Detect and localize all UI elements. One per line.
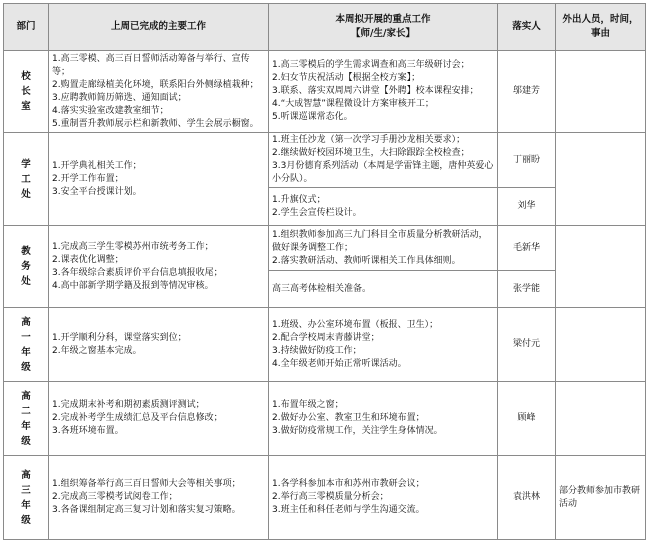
list-item: 1.组织筹备举行高三百日誓师大会等相关事项； — [52, 479, 241, 489]
owner-name: 顾峰 — [517, 413, 536, 423]
dept-char: 工 — [21, 173, 31, 185]
list-item: 2.落实教研活动、教师听课相关工作具体细则。 — [272, 255, 461, 266]
header-plan-line2: 【师/生/家长】 — [351, 28, 415, 39]
dept-char: 长 — [21, 86, 31, 97]
owner-name: 梁付元 — [512, 339, 540, 349]
dept-cell — [4, 226, 49, 308]
dept-char: 二 — [21, 405, 31, 417]
header-outside-line1: 外出人员，时间， — [562, 14, 639, 25]
dept-char: 处 — [21, 276, 31, 287]
list-item: 1.开学顺利分科，课堂落实到位； — [52, 332, 187, 343]
owner-cell — [498, 382, 556, 456]
list-item: 2.配合学校周末青藤讲堂； — [272, 332, 380, 343]
owner-cell — [498, 271, 556, 308]
owner-name: 邬建芳 — [512, 86, 540, 96]
plan-cell — [269, 226, 498, 271]
dept-char: 级 — [21, 514, 31, 526]
dept-char: 务 — [21, 261, 31, 272]
owner-cell — [498, 51, 556, 133]
owner-cell — [498, 226, 556, 271]
dept-cell — [4, 456, 49, 540]
owner-name: 刘华 — [517, 201, 536, 211]
header-outside — [556, 4, 646, 51]
outside-cell — [556, 226, 646, 308]
owner-name: 张学能 — [512, 283, 540, 294]
header-row — [4, 4, 646, 51]
list-item: 3.做好防疫常规工作，关注学生身体情况。 — [272, 426, 443, 436]
header-done — [49, 4, 269, 51]
list-item: 2.继续做好校园环境卫生，大扫除跟踪全校检查； — [272, 148, 470, 158]
plan-cell — [269, 308, 498, 382]
done-cell — [49, 133, 269, 226]
table-row-grade-2 — [4, 382, 646, 456]
plan-cell — [269, 382, 498, 456]
dept-char: 高 — [21, 390, 31, 402]
dept-char: 教 — [21, 246, 31, 257]
done-cell — [49, 51, 269, 133]
dept-cell — [4, 51, 49, 133]
header-dept — [4, 4, 49, 51]
list-item: 2.做好办公室、教室卫生和环境布置； — [272, 413, 425, 423]
outside-cell — [556, 456, 646, 540]
table-row-grade-3 — [4, 456, 646, 540]
list-item: 4.高中部新学期学籍及报到等情况审核。 — [52, 280, 214, 291]
owner-cell — [498, 456, 556, 540]
list-item: 1.各学科参加本市和苏州市教研会议； — [272, 479, 425, 489]
list-item: 3.3月份德育系列活动（本周是学雷锋主题，唐仲英爱心小分队）。 — [272, 161, 494, 184]
header-owner — [498, 4, 556, 51]
list-item: 1.班主任沙龙（第一次学习手册沙龙相关要求）； — [272, 135, 466, 145]
list-item: 5.听课巡课常态化。 — [272, 112, 353, 122]
list-item: 4.“大成智慧”课程微设计方案审核开工； — [272, 99, 434, 109]
dept-char: 级 — [21, 435, 31, 447]
dept-char: 高 — [21, 469, 31, 481]
header-dept-label: 部门 — [16, 21, 36, 32]
list-item: 3.应聘教师简历筛选、通知面试； — [52, 92, 187, 103]
header-done-label: 上周已完成的主要工作 — [110, 21, 206, 32]
list-item: 1.完成高三学生零模苏州市统考务工作； — [52, 241, 214, 252]
header-outside-line2: 事由 — [590, 28, 610, 39]
plan-cell — [269, 188, 498, 226]
list-item: 2.课表优化调整； — [52, 254, 124, 265]
owner-name: 毛新华 — [512, 242, 540, 253]
weekly-work-table — [3, 3, 646, 540]
list-item: 1.高三零模后的学生需求调查和高三年级研讨会； — [272, 60, 470, 70]
owner-name: 丁丽盼 — [512, 154, 540, 165]
owner-cell — [498, 308, 556, 382]
outside-cell — [556, 382, 646, 456]
list-item: 3.各备课组制定高三复习计划和落实复习策略。 — [52, 505, 241, 515]
dept-char: 处 — [21, 188, 31, 200]
dept-char: 年 — [21, 346, 31, 358]
list-item: 3.安全平台授课计划。 — [52, 186, 142, 197]
list-item: 3.持续做好防疫工作； — [272, 345, 362, 356]
table-row-grade-1 — [4, 308, 646, 382]
dept-char: 年 — [21, 420, 31, 432]
list-item: 2.购置走廊绿植美化环境，联系阳台外侧绿植栽种； — [52, 79, 259, 90]
outside-cell — [556, 133, 646, 226]
plan-cell — [269, 456, 498, 540]
done-cell — [49, 226, 269, 308]
table-row-academic-affairs — [4, 226, 646, 271]
list-item: 2.完成补考学生成绩汇总及平台信息修改； — [52, 413, 223, 423]
list-item: 4.落实实验室改建教室细节； — [52, 105, 169, 116]
plan-cell — [269, 133, 498, 188]
done-cell — [49, 456, 269, 540]
list-item: 2.学生会宣传栏设计。 — [272, 207, 362, 218]
dept-char: 学 — [21, 158, 31, 170]
table-row-principal — [4, 51, 646, 133]
list-item: 1.升旗仪式； — [272, 194, 326, 205]
list-item: 3.各年级综合素质评价平台信息填报收尾； — [52, 267, 223, 278]
list-item: 1.布置年级之窗； — [272, 400, 344, 410]
list-item: 3.各班环境布置。 — [52, 426, 124, 436]
plan-cell — [269, 271, 498, 308]
list-item: 2.举行高三零模质量分析会； — [272, 492, 389, 502]
dept-char: 室 — [21, 101, 31, 112]
list-item: 1.班级、办公室环境布置（板报、卫生）； — [272, 319, 439, 330]
dept-cell — [4, 308, 49, 382]
dept-char: 级 — [21, 361, 31, 373]
dept-cell — [4, 133, 49, 226]
dept-char: 高 — [21, 316, 31, 328]
table-row-student-affairs — [4, 133, 646, 188]
header-plan — [269, 4, 498, 51]
list-item: 1.组织教师参加高三九门科目全市质量分析教研活动，做好课务调整工作； — [272, 229, 488, 253]
list-item: 高三高考体检相关准备。 — [272, 283, 372, 294]
dept-char: 三 — [21, 484, 31, 496]
done-cell — [49, 308, 269, 382]
list-item: 1.完成期末补考和期初素质测评测试； — [52, 400, 205, 410]
outside-text: 部分教师参加市教研活动 — [559, 485, 641, 509]
outside-cell — [556, 51, 646, 133]
plan-cell — [269, 51, 498, 133]
dept-char: 一 — [21, 331, 31, 343]
owner-name: 袁洪林 — [512, 492, 540, 502]
dept-char: 年 — [21, 499, 31, 511]
list-item: 1.开学典礼相关工作； — [52, 160, 142, 171]
list-item: 2.年级之窗基本完成。 — [52, 345, 142, 356]
header-owner-label: 落实人 — [512, 21, 541, 32]
list-item: 3.联系、落实双周周六讲堂【外聘】校本课程安排； — [272, 86, 479, 96]
outside-cell — [556, 308, 646, 382]
dept-cell — [4, 382, 49, 456]
list-item: 1.高三零模、高三百日誓师活动筹备与举行、宣传等； — [52, 53, 250, 77]
list-item: 4.全年级老师开始正常听课活动。 — [272, 358, 407, 369]
list-item: 5.重制晋升教师展示栏和新教师、学生会展示橱窗。 — [52, 118, 259, 129]
owner-cell — [498, 133, 556, 188]
done-cell — [49, 382, 269, 456]
owner-cell — [498, 188, 556, 226]
dept-char: 校 — [21, 71, 31, 82]
header-plan-line1: 本周拟开展的重点工作 — [335, 14, 431, 25]
list-item: 2.开学工作布置； — [52, 173, 124, 184]
list-item: 2.完成高三零模考试阅卷工作； — [52, 492, 178, 502]
list-item: 3.班主任和科任老师与学生沟通交流。 — [272, 505, 425, 515]
list-item: 2.妇女节庆祝活动【根据全校方案】； — [272, 73, 421, 83]
